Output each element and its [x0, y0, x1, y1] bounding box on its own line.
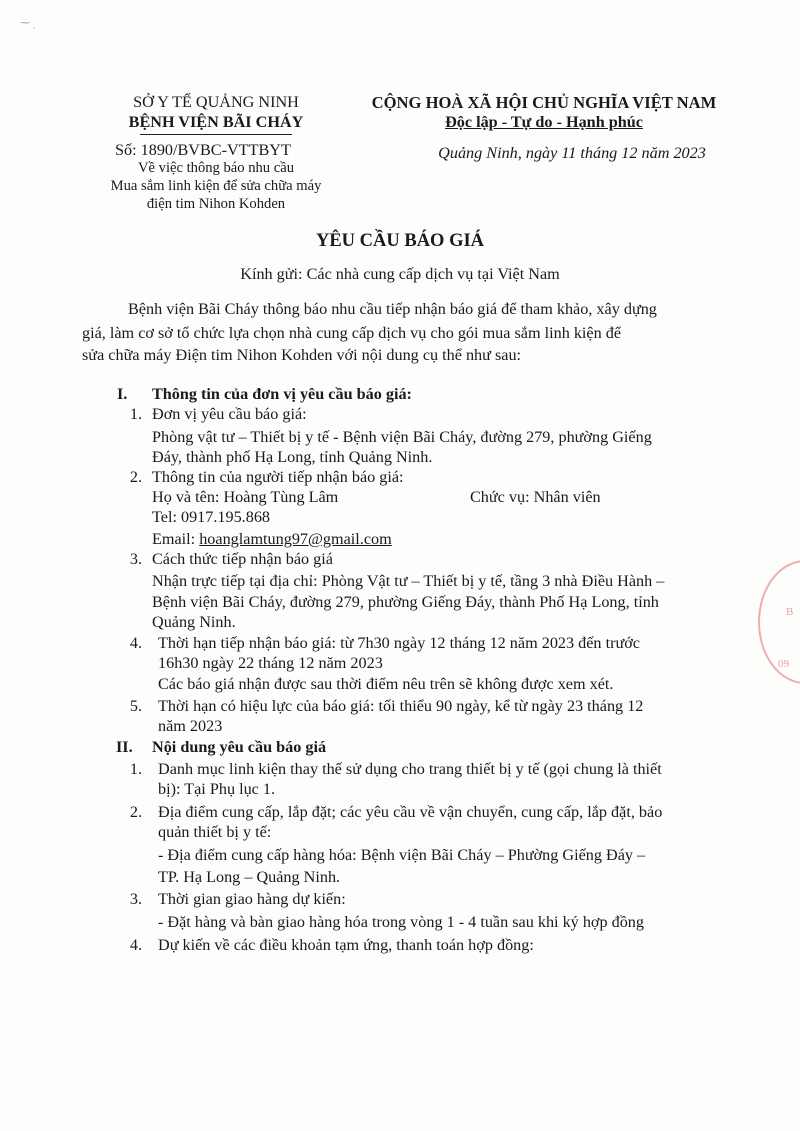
stamp-text: B — [786, 606, 794, 618]
republic-name: CỘNG HOÀ XÃ HỘI CHỦ NGHĨA VIỆT NAM — [371, 93, 717, 112]
item-text: năm 2023 — [158, 717, 223, 735]
subject-line: điện tim Nihon Kohden — [146, 196, 286, 212]
hospital-name: BỆNH VIỆN BÃI CHÁY — [128, 113, 304, 131]
item-number: 5. — [129, 697, 142, 715]
item-text: - Địa điểm cung cấp hàng hóa: Bệnh viện Bãi Cháy – Phường Giếng Đáy – — [158, 846, 646, 864]
contact-position: Chức vụ: Nhân viên — [470, 488, 601, 506]
item-number: 4. — [129, 936, 142, 954]
section-number: I. — [117, 385, 128, 403]
subject-line: Mua sắm linh kiện để sửa chữa máy — [110, 178, 322, 194]
intro-line: sửa chữa máy Điện tim Nihon Kohden với nội dung cụ thể như sau: — [82, 346, 522, 364]
document-date: Quảng Ninh, ngày 11 tháng 12 năm 2023 — [438, 144, 706, 162]
item-number: 3. — [129, 550, 142, 568]
item-text: bị): Tại Phụ lục 1. — [158, 780, 276, 798]
email-link[interactable]: hoanglamtung97@gmail.com — [199, 530, 392, 548]
item-text: - Đặt hàng và bàn giao hàng hóa trong vòng 1 - 4 tuần sau khi ký hợp đồng — [158, 913, 644, 931]
recipient: Kính gửi: Các nhà cung cấp dịch vụ tại Việt Nam — [240, 265, 560, 283]
item-text: 16h30 ngày 22 tháng 12 năm 2023 — [158, 654, 383, 672]
item-number: 2. — [129, 803, 142, 821]
item-text: TP. Hạ Long – Quảng Ninh. — [158, 868, 341, 886]
item-text: Địa điểm cung cấp, lắp đặt; các yêu cầu về vận chuyển, cung cấp, lắp đặt, bảo — [158, 803, 663, 821]
section-heading: Thông tin của đơn vị yêu cầu báo giá: — [152, 385, 412, 403]
item-text: Các báo giá nhận được sau thời điểm nêu trên sẽ không được xem xét. — [158, 675, 614, 693]
contact-name: Họ và tên: Hoàng Tùng Lâm — [152, 488, 339, 506]
red-stamp-fragment — [758, 560, 800, 684]
item-label: Cách thức tiếp nhận báo giá — [152, 550, 333, 568]
item-text: Nhận trực tiếp tại địa chỉ: Phòng Vật tư – Thiết bị y tế, tầng 3 nhà Điều Hành – — [152, 572, 665, 590]
document-number: Số: 1890/BVBC-VTTBYT — [115, 141, 291, 159]
item-number: 4. — [129, 634, 142, 652]
subject-line: Về việc thông báo nhu cầu — [137, 160, 295, 176]
divider — [140, 134, 292, 135]
item-number: 2. — [129, 468, 142, 486]
item-label: Thông tin của người tiếp nhận báo giá: — [152, 468, 404, 486]
contact-phone: Tel: 0917.195.868 — [152, 508, 271, 526]
item-text: Dự kiến về các điều khoản tạm ứng, thanh toán hợp đồng: — [158, 936, 534, 954]
item-number: 3. — [129, 890, 142, 908]
item-text: Thời gian giao hàng dự kiến: — [158, 890, 346, 908]
item-text: Thời hạn có hiệu lực của báo giá: tối thiểu 90 ngày, kể từ ngày 23 tháng 12 — [158, 697, 644, 715]
item-text: Đáy, thành phố Hạ Long, tỉnh Quảng Ninh. — [152, 448, 433, 466]
national-motto: Độc lập - Tự do - Hạnh phúc — [445, 113, 643, 131]
page-title: YÊU CẦU BÁO GIÁ — [315, 231, 485, 251]
item-text: Danh mục linh kiện thay thế sử dụng cho trang thiết bị y tế (gọi chung là thiết — [158, 760, 662, 778]
item-text: quản thiết bị y tế: — [158, 823, 272, 841]
email-label: Email: — [152, 530, 200, 548]
item-label: Đơn vị yêu cầu báo giá: — [152, 405, 307, 423]
item-text: Bệnh viện Bãi Cháy, đường 279, phường Giếng Đáy, thành Phố Hạ Long, tỉnh — [152, 593, 659, 611]
item-text: Thời hạn tiếp nhận báo giá: từ 7h30 ngày 12 tháng 12 năm 2023 đến trước — [158, 634, 640, 652]
section-number: II. — [116, 738, 133, 756]
item-text: Phòng vật tư – Thiết bị y tế - Bệnh viện Bãi Cháy, đường 279, phường Giếng — [152, 428, 652, 446]
item-number: 1. — [129, 760, 142, 778]
item-text: Quảng Ninh. — [152, 613, 236, 631]
section-heading: Nội dung yêu cầu báo giá — [152, 738, 327, 756]
stamp-text: 09 — [778, 658, 789, 670]
intro-line: giá, làm cơ sở tổ chức lựa chọn nhà cung cấp dịch vụ cho gói mua sắm linh kiện để — [82, 324, 622, 342]
contact-email-row — [152, 529, 392, 549]
department-name: SỞ Y TẾ QUẢNG NINH — [133, 93, 299, 111]
item-number: 1. — [129, 405, 142, 423]
intro-line: Bệnh viện Bãi Cháy thông báo nhu cầu tiếp nhận báo giá để tham khảo, xây dựng — [128, 300, 657, 318]
scan-artifact: ⁓ ˎ — [20, 18, 36, 29]
